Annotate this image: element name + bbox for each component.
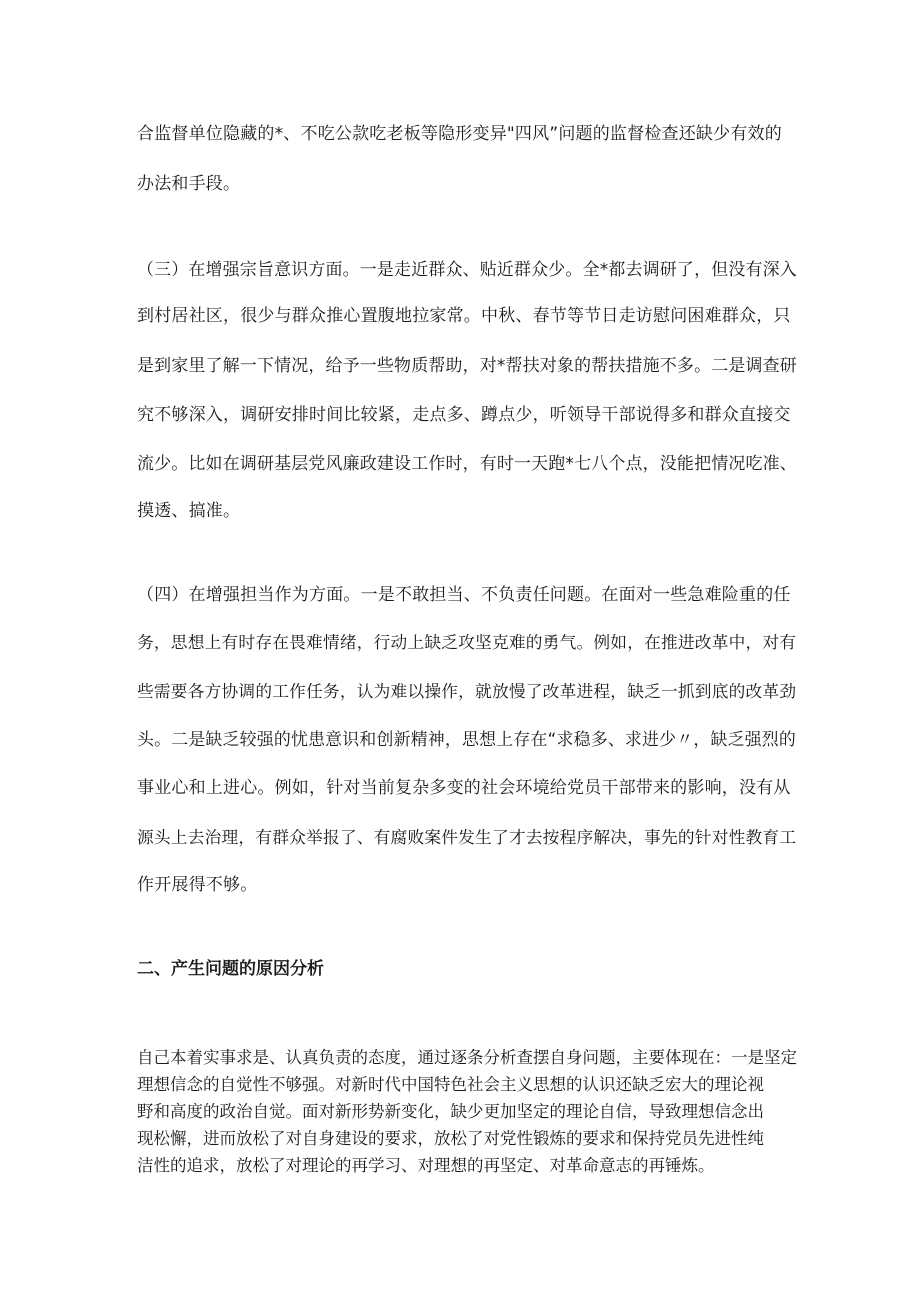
paragraph-line: 头。二是缺乏较强的忧患意识和创新精神，思想上存在“求稳多、求进少〃，缺乏强烈的 [137,729,796,749]
paragraph-line: 事业心和上进心。例如，针对当前复杂多变的社会环境给党员干部带来的影响，没有从 [137,778,791,798]
paragraph-line: 到村居社区，很少与群众推心置腹地拉家常。中秋、春节等节日走访慰问困难群众，只 [137,306,791,326]
paragraph-line: 是到家里了解一下情况，给予一些物质帮助，对*帮扶对象的帮扶措施不多。二是调查研 [137,355,797,375]
paragraph-line: 理想信念的自觉性不够强。对新时代中国特色社会主义思想的认识还缺乏宏大的理论视 [137,1075,764,1094]
paragraph-line: 些需要各方协调的工作任务，认为难以操作，就放慢了改革进程，缺乏一抓到底的改革劲 [137,681,797,701]
paragraph-line: 自己本着实事求是、认真负责的态度，通过逐条分析查摆自身问题，主要体现在：一是坚定 [137,1048,797,1067]
paragraph-line: 现松懈，进而放松了对自身建设的要求，放松了对党性锻炼的要求和保持党员先进性纯 [137,1129,764,1148]
paragraph-line: 流少。比如在调研基层党风廉政建设工作时，有时一天跑*七八个点，没能把情况吃准、 [137,453,797,473]
paragraph-line: 洁性的追求，放松了对理论的再学习、对理想的再坚定、对革命意志的再锤炼。 [137,1156,715,1175]
paragraph-line: 摸透、搞准。 [137,501,241,521]
paragraph-line: 究不够深入，调研安排时间比较紧，走点多、蹲点少，听领导干部说得多和群众直接交 [137,405,791,425]
paragraph-line: 务，思想上有时存在畏难情绪，行动上缺乏攻坚克难的勇气。例如，在推进改革中，对有 [137,632,797,652]
section-heading: 二、产生问题的原因分析 [137,959,324,979]
paragraph-line: （四）在增强担当作为方面。一是不敢担当、不负责任问题。在面对一些急难险重的任 [137,585,791,605]
paragraph-line: 作开展得不够。 [137,875,258,895]
paragraph-line: 野和高度的政治自觉。面对新形势新变化，缺少更加坚定的理论自信，导致理想信念出 [137,1102,764,1121]
paragraph-line: 源头上去治理，有群众举报了、有腐败案件发生了才去按程序解决，事先的针对性教育工 [137,827,797,847]
paragraph-line: 合监督单位隐藏的*、不吃公款吃老板等隐形变异"四风”问题的监督检查还缺少有效的 [137,124,782,144]
paragraph-line: （三）在增强宗旨意识方面。一是走近群众、贴近群众少。全*都去调研了，但没有深入 [137,259,797,279]
paragraph-line: 办法和手段。 [137,174,241,194]
